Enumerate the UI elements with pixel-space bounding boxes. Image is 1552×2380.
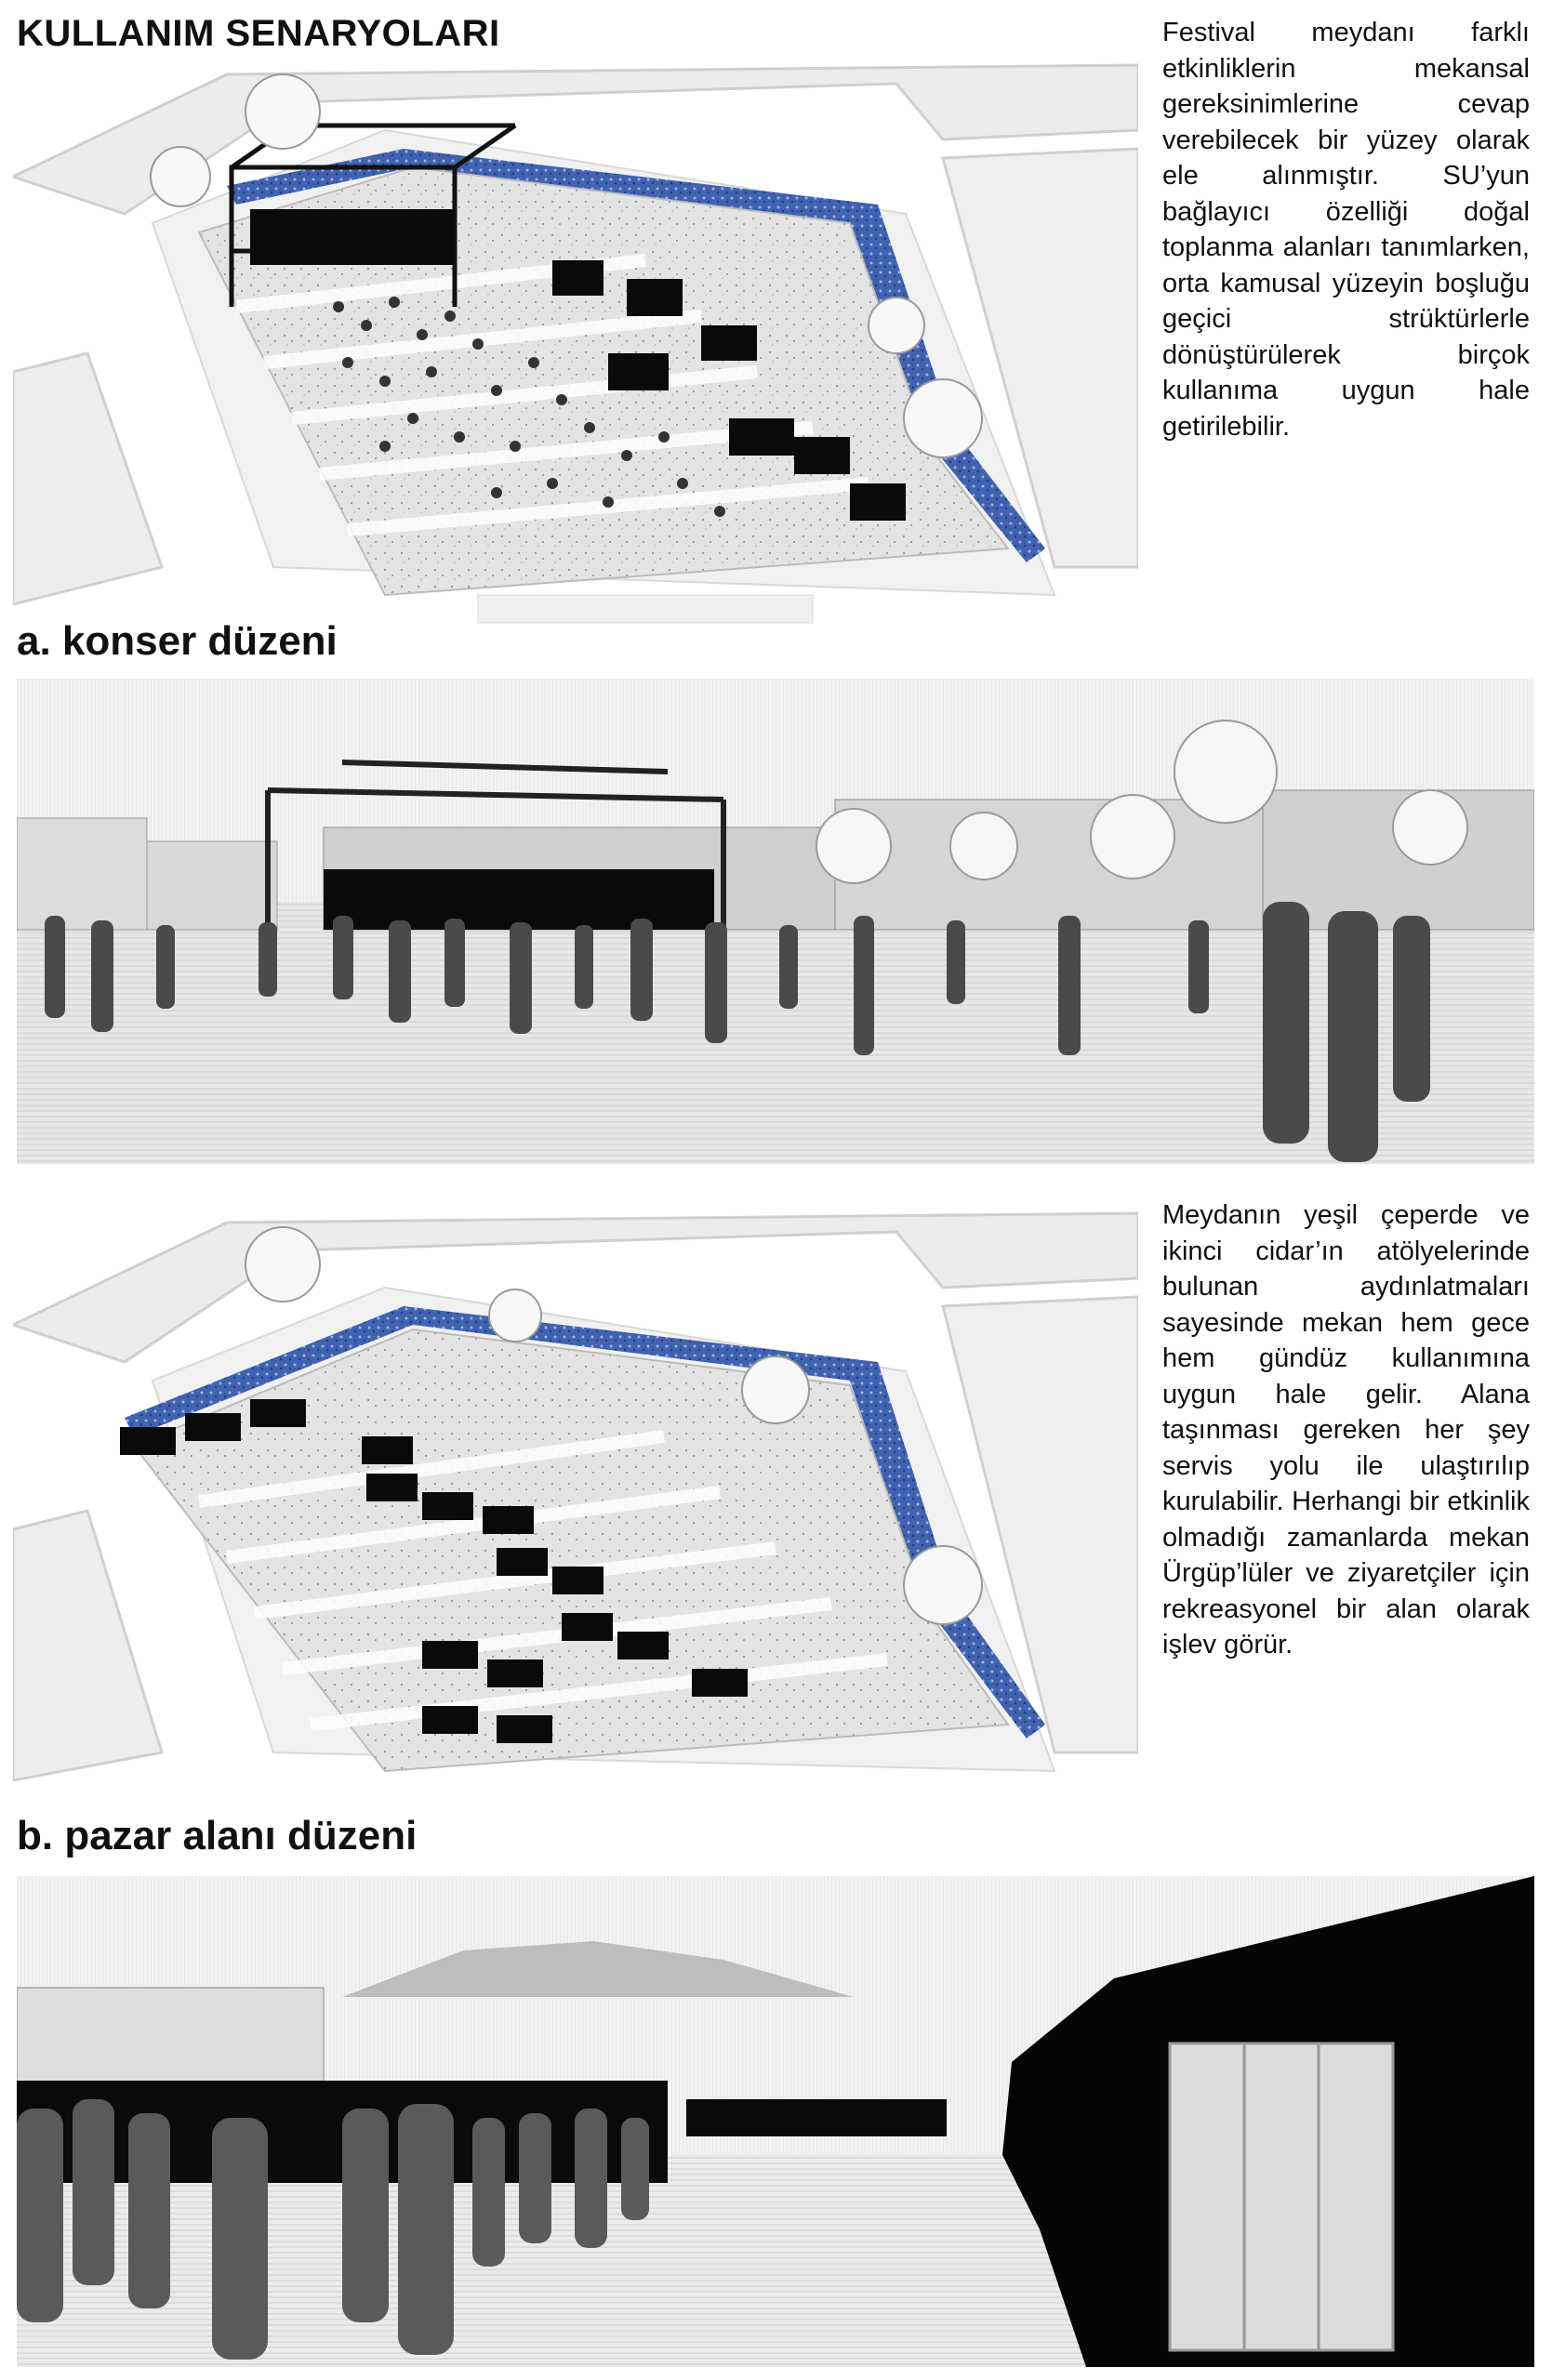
concert-aerial-render bbox=[13, 46, 1138, 632]
section-a-label: a. konser düzeni bbox=[17, 618, 338, 664]
market-aerial-render bbox=[13, 1195, 1138, 1808]
paragraph-lighting-and-use: Meydanın yeşil çeperde ve ikinci cidar’ın atölyelerinde bulunan aydınlatmaları sayesinde mekan hem gece hem gündüz kullanımına uygun hale gelir. Alana taşınması gereken her şey servis yolu ile ulaştırılıp kurulabilir. Herhangi bir etkinlik olmadığı zamanlarda mekan Ürgüp’lüler ve ziyaretçiler için rekreasyonel bir alan olarak işlev görür. bbox=[1162, 1200, 1530, 1659]
section-b-label: b. pazar alanı düzeni bbox=[17, 1813, 418, 1858]
market-perspective-render bbox=[17, 1876, 1534, 2367]
page-title: KULLANIM SENARYOLARI bbox=[17, 13, 500, 54]
concert-perspective-render bbox=[17, 679, 1534, 1164]
paragraph-festival-square: Festival meydanı farklı etkinliklerin mekansal gereksinimlerine cevap verebilecek bir yüzey olarak ele alınmıştır. SU’yun bağlayıcı özelliği doğal toplanma alanları tanımlarken, orta kamusal yüzeyin boşluğu geçici strüktürlerle dönüştürülerek birçok kullanıma uygun hale getirilebilir. bbox=[1162, 18, 1530, 442]
